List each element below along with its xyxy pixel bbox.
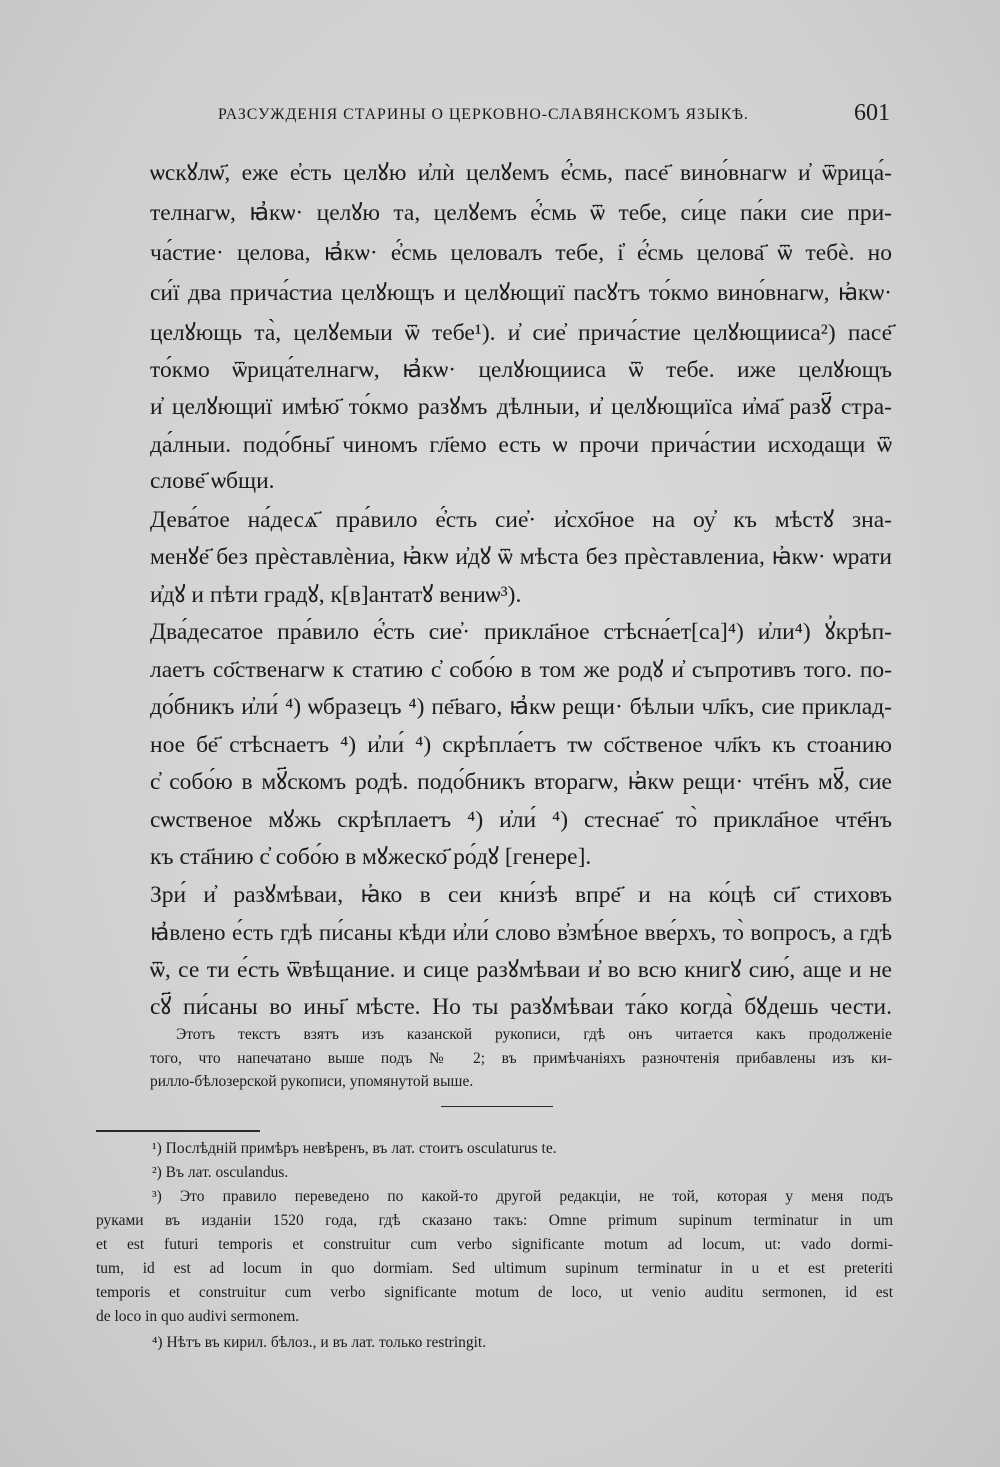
text-line: си́ї два прича́стиа целꙋющъ и целꙋющиї пасꙋтъ то́кмо вино́внагѡ, ꙗ҆кѡ· bbox=[150, 280, 892, 306]
text-line: сѡственое мꙋжь скрѣплаетъ ⁴) и҆ли́ ⁴) стеснае҃ то̀ прикла҃ное чте҃нъ bbox=[150, 807, 892, 833]
note-line: того, что напечатано выше подъ № 2; въ примѣчаніяхъ разночтенія прибавлены изъ ки- bbox=[150, 1050, 892, 1067]
text-line: къ ста҃нию с҆ собо́ю в мꙋжеско҃ ро́дꙋ [генере]. bbox=[150, 844, 592, 870]
text-line: Два́десатое пра́вило е҆́сть сие҆· прикла҃ное стѣсна́ет[са]⁴) и҆ли⁴) ꙋ҆крѣп- bbox=[150, 619, 892, 645]
note-line: Этотъ текстъ взятъ изъ казанской рукописи, гдѣ онъ читается какъ продолженіе bbox=[176, 1026, 892, 1043]
running-title: РАЗСУЖДЕНІЯ СТАРИНЫ О ЦЕРКОВНО-СЛАВЯНСКОМЪ ЯЗЫКѢ. bbox=[218, 106, 749, 123]
text-line: ѿ, се ти е́сть ѿвѣщание. и сице разꙋмѣваи и҆ во всю книгꙋ сию́, аще и не bbox=[150, 957, 892, 983]
footnote-3-line: ³) Это правило переведено по какой-то другой редакціи, не той, которая у меня подъ bbox=[152, 1188, 893, 1205]
text-line: и҆дꙋ и пѣти градꙋ, к[в]антатꙋ вениѡ³). bbox=[150, 582, 522, 608]
text-line: то́кмо ѿрица́телнагѡ, ꙗ҆кѡ· целꙋющииса ѿ тебе. иже целꙋющъ bbox=[150, 357, 892, 383]
text-line: менꙋе҃ без прѐставлѐниа, ꙗ҆кѡ и҆дꙋ ѿ мѣста без прѐставлениа, ꙗ҆кѡ· ѡрати bbox=[150, 544, 892, 570]
text-line: ное бе҃ стѣснаетъ ⁴) и҆ли́ ⁴) скрѣпла́етъ тѡ со҃ственое чл҃къ къ стоанию bbox=[150, 732, 892, 758]
text-line: лаетъ со҃ственагѡ к статию с҆ собо́ю в том же родꙋ и҆ съпротивъ того. по- bbox=[150, 657, 892, 683]
text-line: ѡскꙋлѡ҃, еже е҆сть целꙋю и҆лѝ целꙋемъ е҆́смь, пасе҃ вино́внагѡ и҆ ѿрица́- bbox=[150, 160, 892, 186]
text-line: Зри́ и҆ разꙋмѣваи, ꙗ҆ко в сеи кни́зѣ впре҃ и на ко́цѣ си҃ стиховъ bbox=[150, 882, 892, 908]
footnote-3-line: temporis et construitur cum verbo significante motum de loco, ut venio auditu sermonen, id est bbox=[96, 1284, 893, 1301]
footnote-2: ²) Въ лат. osculandus. bbox=[152, 1164, 289, 1181]
note-line: рилло-бѣлозерской рукописи, упомянутой выше. bbox=[150, 1073, 474, 1090]
text-line: ꙗ҆влено е́сть гдѣ пи́саны кѣди и҆ли́ слово в҆змѣ́ное вве́рхъ, то̀ вопросъ, а гдѣ bbox=[150, 919, 892, 945]
text-line: и҆ целꙋющиї имѣю҃ то́кмо разꙋмъ дѣлныи, и҆ целꙋющиїса и҆ма҃ разꙋ҃ стра- bbox=[150, 394, 892, 420]
text-line: ча́стие· целова, ꙗ҆кѡ· е҆́смь целовалъ тебе, і҆ е҆́смь целова҃ ѿ тебѐ. но bbox=[150, 240, 892, 266]
footnote-3-line: tum, id est ad locum in quo dormiam. Sed ultimum supinum terminatur in u et est preteriti bbox=[96, 1260, 893, 1277]
text-line: с҆ собо́ю в мꙋ҃скомъ родѣ. подо́бникъ вторагѡ, ꙗ҆кѡ рещи· чте҃нъ мꙋ҃, сие bbox=[150, 769, 892, 795]
footnote-3-line: руками въ изданіи 1520 года, гдѣ сказано такъ: Omne primum supinum terminatur in um bbox=[96, 1212, 893, 1229]
footnote-3-line: et est futuri temporis et construitur cum verbo significante motum ad locum, ut: vado dormi- bbox=[96, 1236, 893, 1253]
section-divider bbox=[441, 1106, 553, 1107]
page-number: 601 bbox=[854, 100, 890, 126]
footnote-1: ¹) Послѣдній примѣръ невѣренъ, въ лат. стоитъ osculaturus te. bbox=[152, 1140, 557, 1157]
text-line: Дева́тое на́десѧ҃ пра́вило е҆́сть сие҆· и҆схо҃ное на оу҆ къ мѣстꙋ зна- bbox=[150, 507, 892, 533]
footnote-3-line: de loco in quo audivi sermonem. bbox=[96, 1308, 300, 1325]
text-line: да́лныи. подо́бны҃ чиномъ гл҃емо есть ѡ прочи прича́стии исходащи ѿ bbox=[150, 432, 892, 458]
text-line: слове҃ ѡбщи. bbox=[150, 468, 275, 494]
text-line: сꙋ҃ пи́саны во ины҃ мѣсте. Но ты разꙋмѣваи та́ко когда̀ бꙋдешь чести. bbox=[150, 994, 892, 1020]
text-line: целꙋющь та̀, целꙋемыи ѿ тебе¹). и҆ сие҆ прича́стие целꙋющииса²) пасе҃ bbox=[150, 320, 892, 346]
footnote-rule bbox=[96, 1130, 260, 1132]
page-header bbox=[150, 100, 890, 132]
text-line: до́бникъ и҆ли́ ⁴) ѡбразецъ ⁴) пе҃ваго, ꙗ҆кѡ рещи· бѣлыи чл҃къ, сие приклад- bbox=[150, 694, 892, 720]
footnote-4: ⁴) Нѣтъ въ кирил. бѣлоз., и въ лат. только restringit. bbox=[152, 1334, 487, 1351]
text-line: телнагѡ, ꙗ҆кѡ· целꙋю та, целꙋемъ е҆́смь ѿ тебе, си́це па́ки сие при- bbox=[150, 200, 892, 226]
